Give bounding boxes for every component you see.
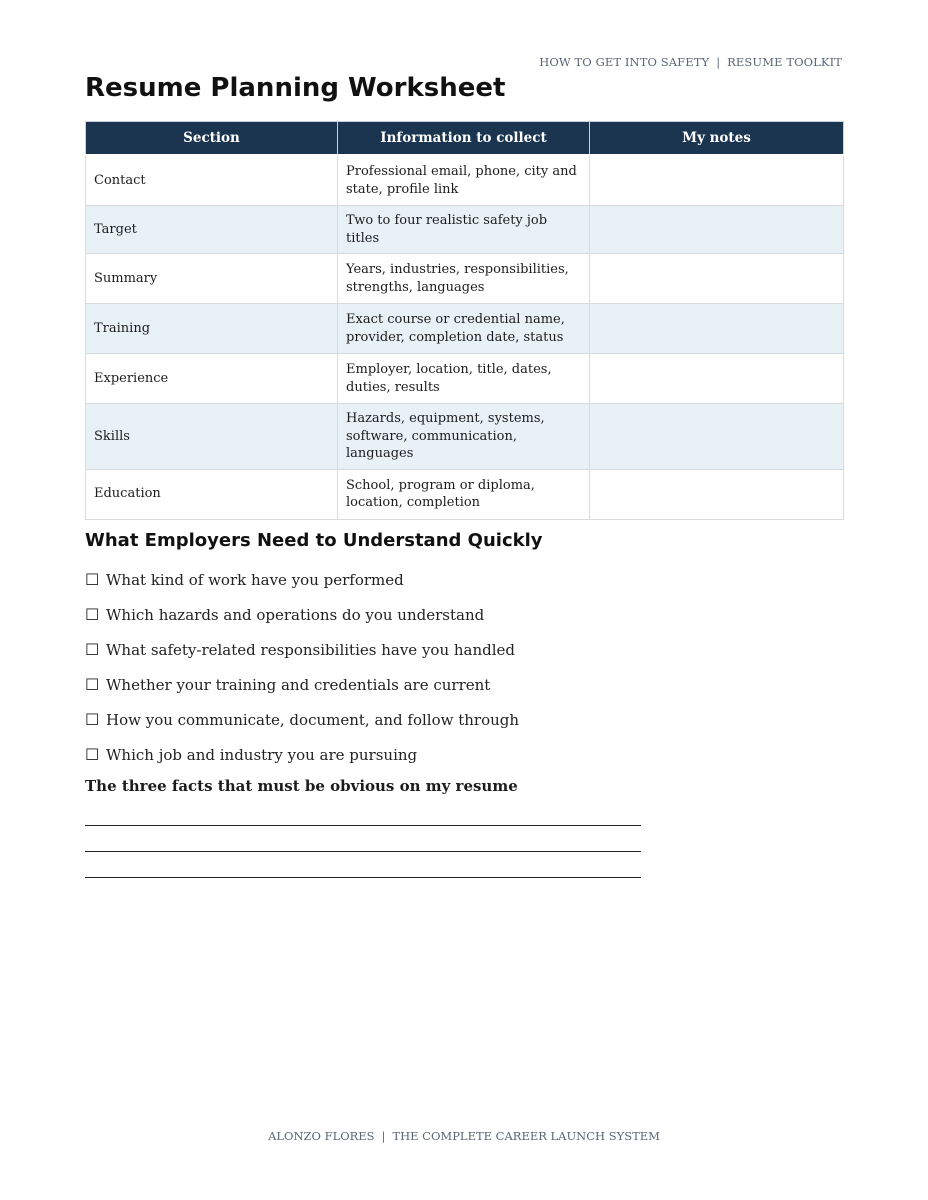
write-in-line-3[interactable] <box>85 877 641 878</box>
footer-author: ALONZO FLORES <box>268 1129 375 1143</box>
write-in-line-2[interactable] <box>85 851 641 852</box>
table-row-target <box>86 206 844 254</box>
checkbox-icon[interactable]: ☐ <box>85 605 100 624</box>
checklist-item <box>85 568 519 603</box>
checklist-item-label: Which job and industry you are pursuing <box>106 746 418 764</box>
header-toolkit-label: RESUME TOOLKIT <box>727 55 842 69</box>
section-cell: Education <box>86 469 338 519</box>
table-row-training <box>86 304 844 354</box>
info-cell: Professional email, phone, city and state, profile link <box>338 155 590 206</box>
checklist-item-label: Whether your training and credentials are current <box>106 676 491 694</box>
info-cell: Two to four realistic safety job titles <box>338 206 590 254</box>
checklist-item <box>85 673 519 708</box>
info-cell: Employer, location, title, dates, duties, results <box>338 354 590 404</box>
notes-cell[interactable] <box>590 354 844 404</box>
info-cell: Years, industries, responsibilities, strengths, languages <box>338 254 590 304</box>
checklist-item <box>85 638 519 673</box>
planning-table <box>85 121 844 520</box>
table-row-skills <box>86 404 844 470</box>
checklist-item-label: What safety-related responsibilities have you handled <box>106 641 516 659</box>
table-row-education <box>86 469 844 519</box>
section-cell: Skills <box>86 404 338 470</box>
page-title: Resume Planning Worksheet <box>85 73 506 103</box>
checklist-item <box>85 743 519 778</box>
employer-checklist <box>85 568 519 778</box>
info-cell: Hazards, equipment, systems, software, communication, languages <box>338 404 590 470</box>
footer-separator: | <box>381 1129 386 1143</box>
write-in-line-1[interactable] <box>85 825 641 826</box>
section-cell: Contact <box>86 155 338 206</box>
footer-series-title: THE COMPLETE CAREER LAUNCH SYSTEM <box>392 1129 660 1143</box>
notes-cell[interactable] <box>590 469 844 519</box>
table-row-experience <box>86 354 844 404</box>
checklist-item-label: Which hazards and operations do you understand <box>106 606 485 624</box>
header-guide-title: HOW TO GET INTO SAFETY <box>539 55 710 69</box>
table-row-contact <box>86 155 844 206</box>
notes-cell[interactable] <box>590 206 844 254</box>
column-header-information: Information to collect <box>338 122 590 156</box>
checklist-item-label: How you communicate, document, and follow through <box>106 711 520 729</box>
checklist-item <box>85 708 519 743</box>
section-cell: Summary <box>86 254 338 304</box>
column-header-section: Section <box>86 122 338 156</box>
checklist-item-label: What kind of work have you performed <box>106 571 404 589</box>
table-row-summary <box>86 254 844 304</box>
section-cell: Target <box>86 206 338 254</box>
notes-cell[interactable] <box>590 304 844 354</box>
section-cell: Training <box>86 304 338 354</box>
checkbox-icon[interactable]: ☐ <box>85 570 100 589</box>
column-header-notes: My notes <box>590 122 844 156</box>
checkbox-icon[interactable]: ☐ <box>85 640 100 659</box>
three-facts-label: The three facts that must be obvious on my resume <box>85 777 518 795</box>
notes-cell[interactable] <box>590 404 844 470</box>
notes-cell[interactable] <box>590 254 844 304</box>
table-header-row <box>86 122 844 156</box>
notes-cell[interactable] <box>590 155 844 206</box>
section-cell: Experience <box>86 354 338 404</box>
employers-section-heading: What Employers Need to Understand Quickly <box>85 530 543 551</box>
header-meta <box>539 55 842 69</box>
header-separator: | <box>716 55 721 69</box>
checkbox-icon[interactable]: ☐ <box>85 745 100 764</box>
info-cell: Exact course or credential name, provider, completion date, status <box>338 304 590 354</box>
checklist-item <box>85 603 519 638</box>
page-footer <box>0 1129 928 1143</box>
checkbox-icon[interactable]: ☐ <box>85 710 100 729</box>
info-cell: School, program or diploma, location, completion <box>338 469 590 519</box>
checkbox-icon[interactable]: ☐ <box>85 675 100 694</box>
